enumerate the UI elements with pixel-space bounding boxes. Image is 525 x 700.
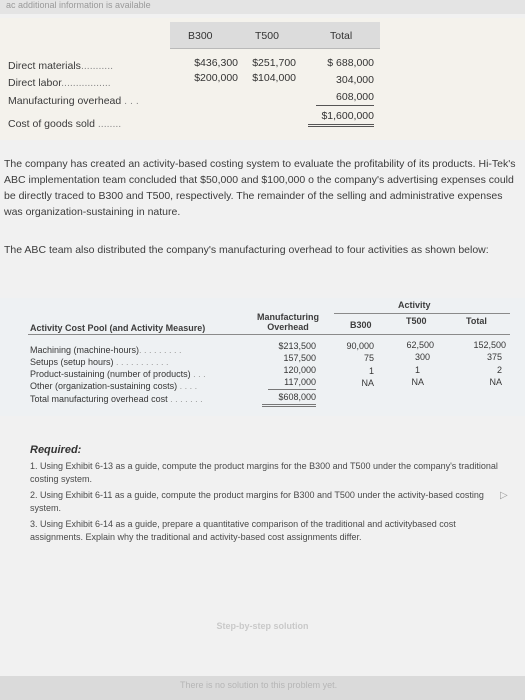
b300-other: NA — [361, 378, 374, 388]
row-label-direct-labor: Direct labor................. — [8, 77, 111, 89]
moh-total: 608,000 — [336, 91, 374, 103]
header-overhead: Overhead — [267, 322, 309, 332]
overhead-machining: $213,500 — [278, 341, 316, 351]
t500-setups: 300 — [414, 352, 430, 362]
total-product-sustaining: 2 — [496, 365, 502, 375]
header-activity: Activity — [398, 300, 431, 310]
header-manufacturing: Manufacturing — [257, 312, 319, 322]
cogs-total: $1,600,000 — [321, 110, 374, 122]
row-label-cost-of-goods-sold: Cost of goods sold ........ — [8, 118, 122, 130]
activity-header-rule — [334, 313, 510, 314]
header-b300-2: B300 — [350, 320, 372, 330]
b300-machining: 90,000 — [346, 341, 374, 351]
subtotal-rule — [316, 105, 374, 106]
top-cropped-strip — [0, 0, 525, 14]
step-by-step-solution-link[interactable]: Step-by-step solution — [216, 621, 309, 631]
header-total-2: Total — [466, 316, 487, 326]
dl-total: 304,000 — [336, 74, 374, 86]
required-item-3: 3. Using Exhibit 6-14 as a guide, prepare a quantitative comparison of the traditional and activitybased cost assignments. Explain why the traditional and activity-based cost assignments differ. — [30, 519, 456, 542]
no-solution-note: There is no solution to this problem yet. — [180, 680, 338, 690]
overhead-double-rule-2 — [262, 406, 316, 407]
paragraph-overhead-distribution: The ABC team also distributed the company's manufacturing overhead to four activities as shown below: — [4, 244, 489, 256]
pool-label-other: Other (organization-sustaining costs) . . . . — [30, 381, 198, 391]
total-machining: 152,500 — [473, 340, 506, 350]
header-activity-cost-pool: Activity Cost Pool (and Activity Measure) — [30, 323, 206, 333]
dl-b300: $200,000 — [194, 72, 238, 84]
paragraph-abc-system: The company has created an activity-based costing system to evaluate the profitability of its products. Hi-Tek's ABC implementation team concluded that $50,000 and $100,000 o the company's advertising expenses could be directly traced to B300 and T500, respectively. The remainder of the selling and administrative expenses was organization-sustaining in nature. — [4, 158, 516, 218]
overhead-double-rule-1 — [262, 404, 316, 405]
overhead-setups: 157,500 — [283, 353, 316, 363]
overhead-total: $608,000 — [278, 392, 316, 402]
dl-t500: $104,000 — [252, 72, 296, 84]
t500-machining: 62,500 — [406, 340, 434, 350]
cursor-arrow-icon: ▷ — [500, 490, 508, 501]
required-item-1: 1. Using Exhibit 6-13 as a guide, compute the product margins for the B300 and T500 under the company's traditional costing system. — [30, 461, 498, 484]
dm-b300: $436,300 — [194, 57, 238, 69]
header-t500: T500 — [255, 30, 279, 42]
row-label-manufacturing-overhead: Manufacturing overhead . . . — [8, 95, 139, 107]
double-rule-top — [308, 124, 374, 125]
t500-product-sustaining: 1 — [414, 365, 420, 375]
total-setups: 375 — [486, 352, 502, 362]
pool-label-product-sustaining: Product-sustaining (number of products) . . . — [30, 369, 206, 379]
dm-t500: $251,700 — [252, 57, 296, 69]
double-rule-bottom — [308, 126, 374, 127]
b300-setups: 75 — [363, 353, 374, 363]
overhead-other: 117,000 — [284, 377, 316, 387]
t500-other: NA — [411, 377, 424, 387]
header-t500-2: T500 — [406, 316, 427, 326]
pool-label-machining: Machining (machine-hours). . . . . . . . . — [30, 345, 182, 355]
pool-label-setups: Setups (setup hours) . . . . . . . . . . . — [30, 357, 169, 367]
row-label-direct-materials: Direct materials........... — [8, 60, 114, 72]
dm-total: $ 688,000 — [327, 57, 374, 69]
bottom-faded-bar — [0, 676, 525, 700]
top-fragment-text: ac additional information is available — [6, 0, 151, 10]
pool-label-total: Total manufacturing overhead cost . . . . . . . — [30, 394, 203, 404]
required-heading: Required: — [30, 444, 82, 456]
overhead-subtotal-rule — [268, 389, 316, 390]
header-b300: B300 — [188, 30, 213, 42]
header-total: Total — [330, 30, 353, 42]
required-item-2: 2. Using Exhibit 6-11 as a guide, compute the product margins for B300 and T500 under the activity-based costing system. — [30, 490, 484, 513]
overhead-product-sustaining: 120,000 — [283, 365, 316, 375]
activity-table-header-rule — [28, 334, 510, 335]
total-other: NA — [489, 377, 502, 387]
b300-product-sustaining: 1 — [368, 366, 374, 376]
